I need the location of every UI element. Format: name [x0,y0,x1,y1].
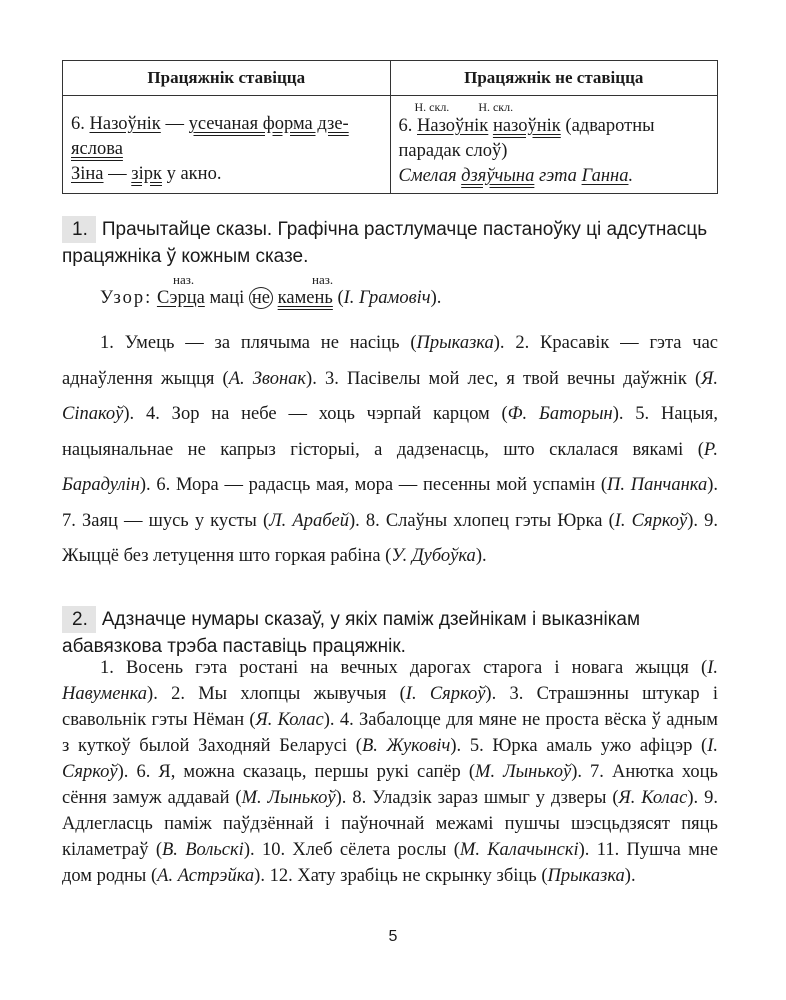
sentence-text: Анютка хоць сёння замуж аддавай [62,762,718,808]
sentence: 5. Юрка амаль ужо афіцэр (І. Сяркоў). [62,736,718,782]
sentence-text: Восень гэта ростані на вечных дарогах старога і новага жыцця [126,658,689,678]
table-cell-dash-not-used [390,96,718,194]
source-author: П. Панчанка [607,475,708,495]
sentence: 4. Забалоцце для мяне не проста вёска ў адным з куткоў былой Заходняй Беларусі (В. Жуковіч). [62,710,718,756]
source-author: М. Лынькоў [241,788,336,808]
source-author: В. Жуковіч [361,736,451,756]
source-author: Р. Барадулін [62,439,718,495]
source-author: І. Сяркоў [62,736,718,782]
sentence: 6. Мора — радасць мая, мора — песенны мой успамін (П. Панчанка). [156,475,718,495]
sentence-number: 4. [145,404,160,424]
subject-word: Сэрца [156,288,205,308]
item-num: 6. [398,116,413,136]
page-number: 5 [388,928,398,945]
source-author: Прыказка [547,866,625,886]
sentence: 8. Уладзік зараз шмыг у дзверы (Я. Колас). [352,788,705,808]
task-2-header [62,606,712,660]
sentence: 10. Хлеб сёлета рослы (М. Калачынскі). [261,840,597,860]
case-mark: наз. [312,272,334,287]
task-1-sentences [62,326,718,575]
source-author: І. Сяркоў [405,684,486,704]
subject-word: Назоўнік [89,114,161,134]
sentence-number: 5. [635,404,650,424]
predicate-word-cont: яслова [71,139,123,159]
rule-table [62,60,718,194]
sentence-text: Нацыя, нацыянальнае не капрыз гісторыі, а дадзенасць, што склалася вякамі [62,404,719,460]
sentence: 1. Восень гэта ростані на вечных дарогах старога і новага жыцця (І. Навуменка). [62,658,718,704]
sentence-text: Адлегласць паміж паўдзённай і паўночнай межамі пушчы шэсцьдзясят пяць кіламетраў [62,814,718,860]
table-cell-dash-used [63,96,391,194]
case-mark: наз. [173,272,195,287]
sentence-number: 10. [261,840,286,860]
sentence-text: Мы хлопцы жывучыя [198,684,387,704]
predicate-word: камень [277,288,333,308]
task-2-sentences [62,655,718,889]
source-author: І. Грамовіч [343,288,431,308]
source-author: Я. Сіпакоў [62,368,718,424]
sentence: 7. Заяц — шусь у кусты (Л. Арабей). [62,510,366,531]
source-author: Я. Колас [255,710,324,730]
predicate-word: зірк [131,164,162,184]
predicate-word: назоўнік [492,116,561,136]
source-author: А. Астрэйка [157,866,255,886]
example-end: . [628,166,634,186]
sentence: 5. Нацыя, нацыянальнае не капрыз гісторыі, а дадзенасць, што склалася вякамі (Р. Барадулін). [62,404,719,495]
case-mark: Н. скл. [478,100,514,114]
sentence-number: 8. [365,510,380,531]
table-header-dash-not-used: Працяжнік не ставіцца [390,61,718,96]
sentence-text: Пасівелы мой лес, я твой вечны даўжнік [346,368,687,389]
sentence: 2. Красавік — гэта час аднаўлення жыцця (А. Звонак). [62,333,719,389]
sentence-text: Заяц — шусь у кусты [81,510,257,531]
sentence-text: Красавік — гэта час аднаўлення жыцця [62,333,719,389]
sentence-number: 2. [515,333,530,353]
task-instruction: Адзначце нумары сказаў, у якіх паміж дзейнікам і выказнікам абавязкова трэба паставіць працяжнік. [62,609,641,657]
sentence-number: 6. [156,475,171,495]
source-author: В. Вольскі [162,840,244,860]
sentence: 11. Пушча мне дом родны (А. Астрэйка). [62,840,719,886]
task-number: 2. [62,606,96,633]
sentence-number: 4. [339,710,354,730]
sentence-number: 5. [469,736,484,756]
sentence-number: 1. [100,658,114,678]
sentence-text: Страшэнны штукар і свавольнік гэты Нёман [62,684,719,730]
sentence-number: 3. [324,368,339,389]
example-pattern: наз. наз. Узор: Сэрца маці не камень (І. Грамовіч). [100,272,442,308]
dash: — [108,164,127,184]
source-author: А. Звонак [228,368,307,389]
sentence-text: Слаўны хлопец гэты Юрка [385,510,603,531]
source-author: Ф. Баторын [507,404,613,424]
subject-word: Назоўнік [417,116,489,136]
sentence: 9. Жыццё без летуцення што горкая рабіна (У. Дубоўка). [62,510,718,566]
sentence: 4. Зор на небе — хоць чэрпай карцом (Ф. Баторын). [145,404,636,424]
source-author: Л. Арабей [269,510,349,531]
subject-word: Зіна [71,164,104,184]
sentence-number: 7. [590,762,604,782]
source-author: І. Навуменка [62,658,718,704]
sentence-text: Забалоцце для мяне не проста вёска ў адным з куткоў былой Заходняй Беларусі [62,710,718,756]
source-author: І. Сяркоў [614,510,688,531]
sentence-text: Жыццё без летуцення што горкая рабіна [62,546,381,566]
sentence: 1. Умець — за плячыма не насіць (Прыказка). [100,333,516,353]
sentence-text: Я, можна сказаць, першы рукі сапёр [158,762,461,782]
dash: — [165,114,184,134]
circled-particle: не [249,287,273,309]
sentence-number: 11. [596,840,620,860]
task-instruction: Прачытайце сказы. Графічна растлумачце пастаноўку ці адсутнасць працяжніка ў кожным сказе. [62,219,708,267]
sentence-number: 12. [269,866,293,886]
sentence-text: Хлеб сёлета рослы [292,840,447,860]
source-author: М. Лынькоў [475,762,572,782]
case-marks [399,100,710,114]
sentence-rest: у акно. [166,164,222,184]
sentence: 7. Анютка хоць сёння замуж аддавай (М. Лынькоў). [62,762,718,808]
sentence-number: 7. [62,510,76,531]
example-word: Смелая [398,166,457,186]
sentence-number: 3. [509,684,524,704]
sentence-text: Мора — радасць мая, мора — песенны мой успамін [176,475,596,495]
sentence: 8. Слаўны хлопец гэты Юрка (І. Сяркоў). [365,510,705,531]
source-author: Я. Колас [618,788,688,808]
example-subject: Ганна [581,166,629,186]
example-predicate: дзяўчына [461,166,535,186]
sentence: 9. Адлегласць паміж паўдзённай і паўночнай межамі пушчы шэсцьдзясят пяць кіламетраў (В. Вольскі). [62,788,718,860]
item-num: 6. [71,114,85,134]
sentence-number: 2. [171,684,185,704]
task-number: 1. [62,216,96,243]
sentence-text: Пушча мне дом родны [62,840,719,886]
word: маці [209,288,245,308]
task-1-header [62,216,712,270]
sentence-number: 6. [136,762,151,782]
sentence-text: Уладзік зараз шмыг у дзверы [372,788,607,808]
sentence-text: Юрка амаль ужо афіцэр [492,736,693,756]
table-header-dash-used: Працяжнік ставіцца [63,61,391,96]
source-author: Прыказка [416,333,494,353]
sentence: 6. Я, можна сказаць, першы рукі сапёр (М. Лынькоў). [136,762,591,782]
sentence-number: 9. [704,788,718,808]
source-author: У. Дубоўка [391,546,476,566]
sentence: 3. Страшэнны штукар і свавольнік гэты Нёман (Я. Колас). [62,684,719,730]
pattern-label: Узор: [100,288,153,308]
predicate-word: усечаная форма дзе- [188,114,349,134]
pattern-marks [100,272,441,288]
sentence-text: Зор на небе — хоць чэрпай карцом [171,404,490,424]
sentence-number: 9. [704,510,718,531]
sentence: 12. Хату зрабіць не скрынку збіць (Прыказка). [269,866,636,886]
sentence-number: 1. [100,333,114,353]
example-word: гэта [538,166,577,186]
note: (адваротны парадак слоў) [398,116,655,161]
sentence: 3. Пасівелы мой лес, я твой вечны даўжнік (Я. Сіпакоў). [62,368,718,424]
sentence-text: Хату зрабіць не скрынку збіць [297,866,537,886]
source-author: М. Калачынскі [459,840,579,860]
sentence-number: 8. [352,788,367,808]
sentence: 2. Мы хлопцы жывучыя (І. Сяркоў). [171,684,510,704]
case-mark: Н. скл. [414,100,450,114]
sentence-text: Умець — за плячыма не насіць [124,333,400,353]
